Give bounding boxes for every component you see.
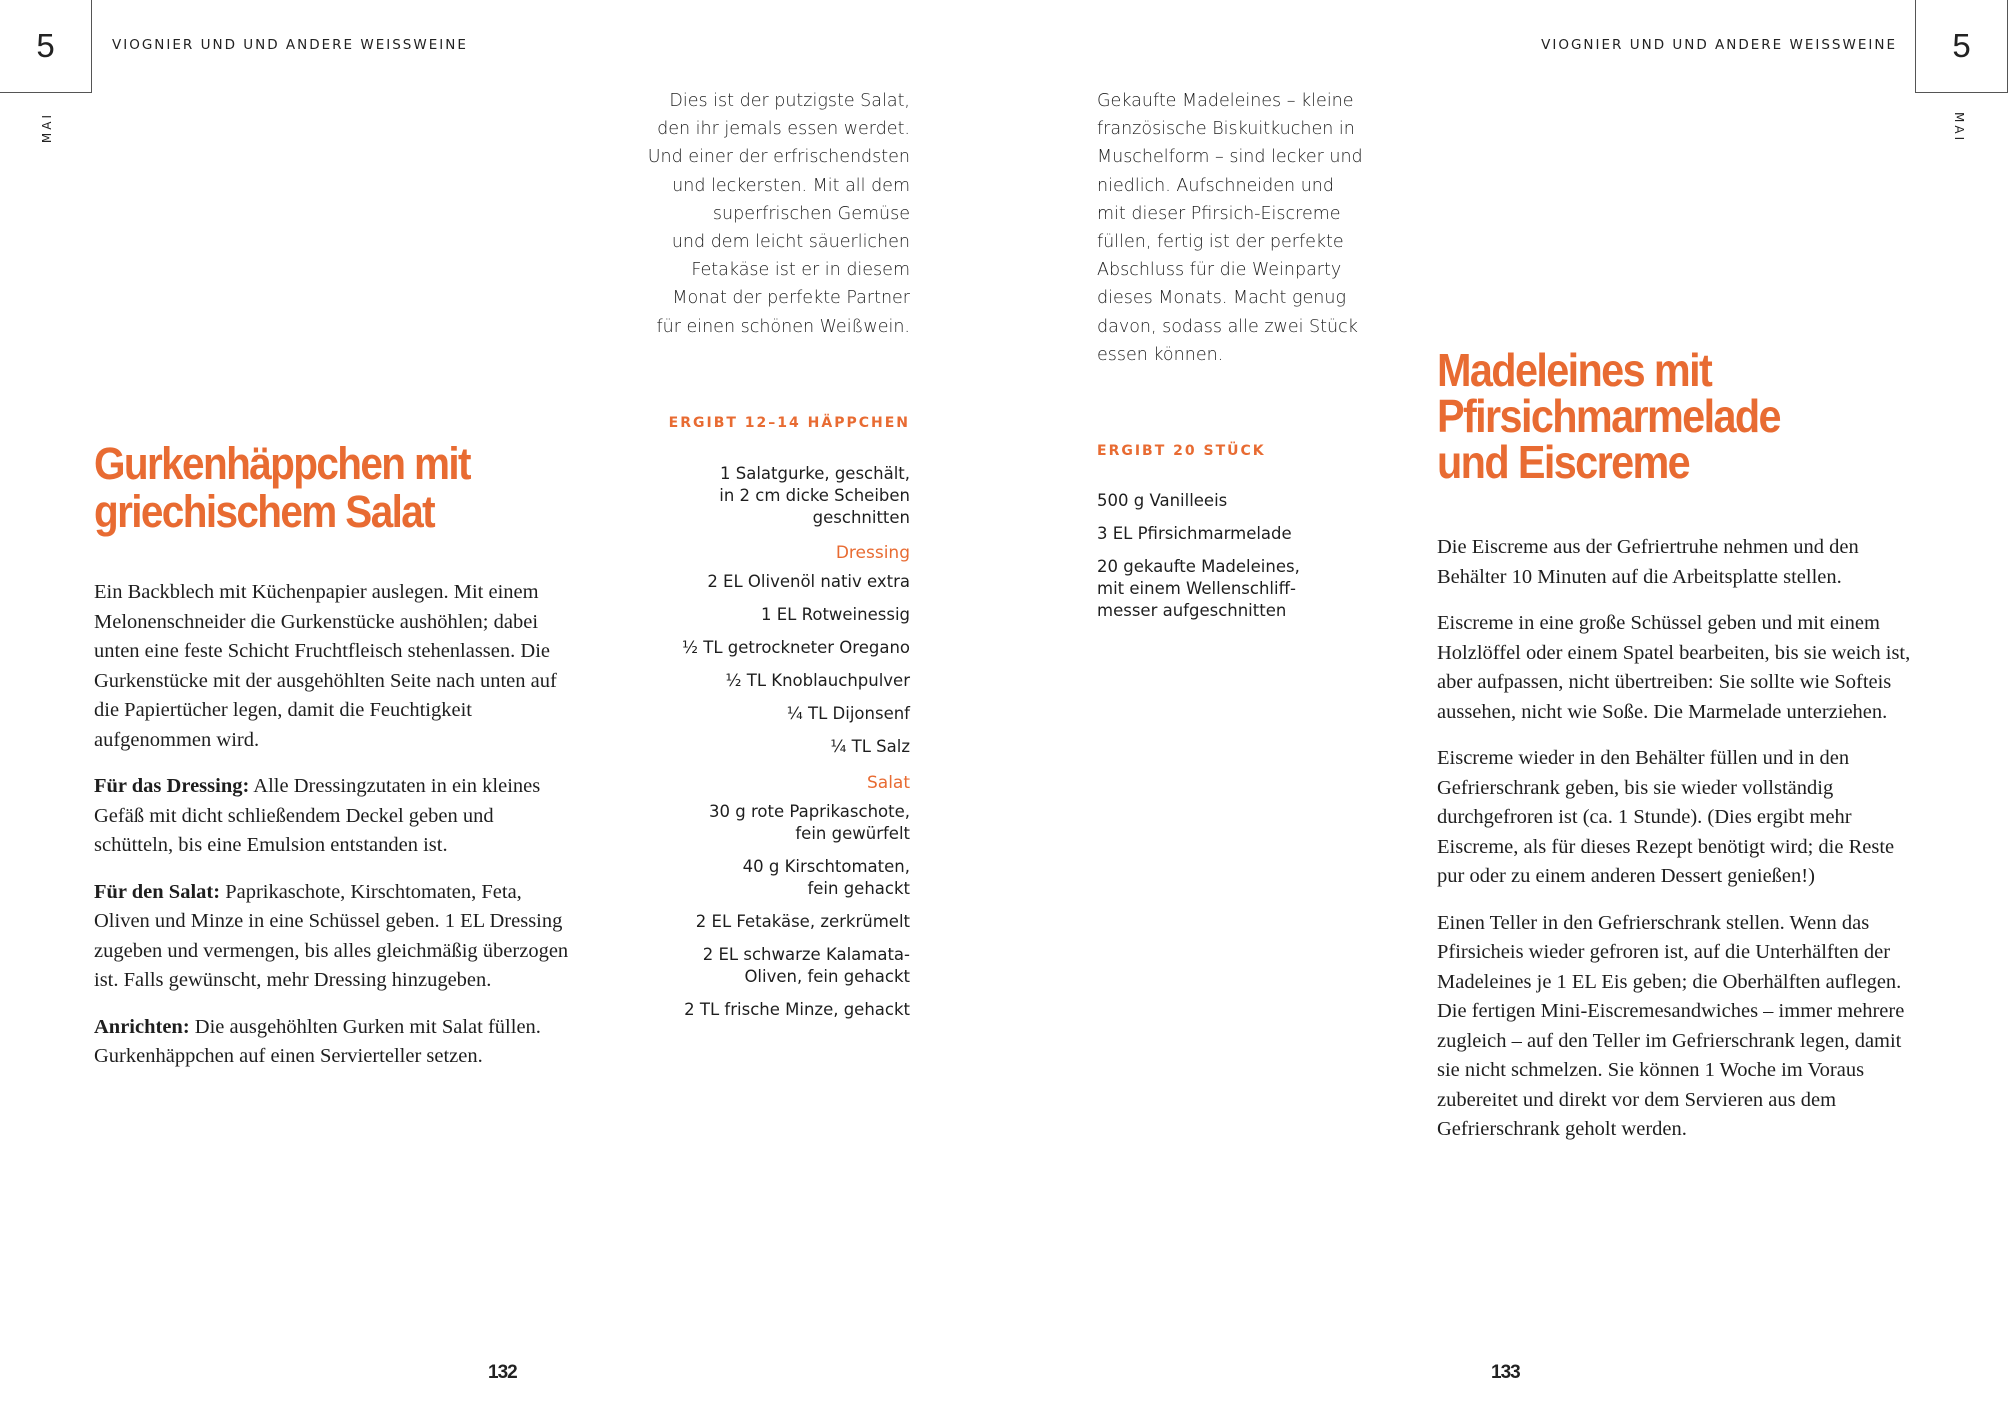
chapter-tab-right <box>1915 0 2008 93</box>
ingredient-item: 500 g Vanilleeis <box>1097 491 1228 510</box>
method-left-step2 <box>94 772 569 861</box>
ingredient-item: 20 gekaufte Madeleines, mit einem Wellenschliff- messer aufgeschnitten <box>1097 557 1300 620</box>
ingredient-heading-dressing: Dressing <box>835 543 910 563</box>
method-right-step4: Einen Teller in den Gefrierschrank stellen. Wenn das Pfirsicheis wieder gefroren ist, auf die Unterhälften der Madeleines je 1 EL Eis geben; die Oberhälften auflegen. Die fertigen Mini-Eiscremesandwiches – immer mehrere zugleich – auf den Teller im Gefrierschrank legen, damit sie nicht schmelzen. Sie können 1 Woche im Voraus zubereitet und direkt vor dem Servieren aus dem Gefrierschrank geholt werden. <box>1437 911 1905 1140</box>
ingredient-item: 3 EL Pfirsichmarmelade <box>1097 524 1292 543</box>
method-right-step1: Die Eiscreme aus der Gefriertruhe nehmen und den Behälter 10 Minuten auf die Arbeitsplatte stellen. <box>1437 536 1859 588</box>
running-head-left: VIOGNIER UND UND ANDERE WEISSWEINE <box>112 37 468 53</box>
yield-right: ERGIBT 20 STÜCK <box>1097 443 1266 459</box>
month-label-right: MAI <box>1952 112 1966 144</box>
ingredient-salad-item: 2 TL frische Minze, gehackt <box>684 1000 910 1019</box>
method-right-step2: Eiscreme in eine große Schüssel geben und mit einem Holzlöffel oder einem Spatel bearbeiten, bis sie weich ist, aber aufpassen, nicht übertreiben: Sie sollte wie Softeis aussehen, nicht wie Soße. Die Marmelade unterziehen. <box>1437 612 1911 723</box>
method-right <box>1437 533 1920 1162</box>
ingredient-dressing-item: ¼ TL Dijonsenf <box>786 704 910 723</box>
page-number-right: 133 <box>1491 1362 1520 1383</box>
ingredient-salad-item: 2 EL Fetakäse, zerkrümelt <box>695 912 910 931</box>
ingredients-left <box>590 463 910 1021</box>
yield-left: ERGIBT 12–14 HÄPPCHEN <box>668 415 910 431</box>
method-left-step3-label: Für den Salat: <box>94 880 221 903</box>
recipe-title-left <box>94 440 562 536</box>
ingredient-dressing-item: ¼ TL Salz <box>830 737 910 756</box>
method-right-step3: Eiscreme wieder in den Behälter füllen und in den Gefrierschrank geben, bis sie wieder vollständig durchgefroren ist (ca. 1 Stunde). (Dies ergibt mehr Eiscreme, als für dieses Rezept benötigt wird; die Reste pur oder zu einem anderen Dessert genießen!) <box>1437 747 1895 887</box>
chapter-tab-left <box>0 0 92 93</box>
method-left-step4 <box>94 1013 569 1072</box>
month-label-left: MAI <box>40 112 54 144</box>
method-left-step2-label: Für das Dressing: <box>94 775 250 797</box>
ingredients-right <box>1097 490 1377 622</box>
ingredient-dressing-item: 1 EL Rotweinessig <box>761 605 910 624</box>
recipe-title-right-line1: Madeleines mit <box>1437 344 1712 396</box>
chapter-number-right: 5 <box>1952 27 1971 64</box>
ingredient-heading-salad: Salat <box>866 773 910 793</box>
ingredient-dressing-item: ½ TL getrockneter Oregano <box>682 638 910 657</box>
method-left-step1: Ein Backblech mit Küchenpapier auslegen. Mit einem Melonenschneider die Gurkenstücke aushöhlen; dabei unten eine feste Schicht Fruchtfleisch stehenlassen. Die Gurkenstücke mit der ausgehöhlten Seite nach unten auf die Papiertücher legen, damit die Feuchtigkeit aufgenommen wird. <box>94 581 557 751</box>
recipe-title-right <box>1437 344 1941 488</box>
chapter-number-left: 5 <box>36 27 55 64</box>
recipe-title-left-line1: Gurkenhäppchen mit <box>94 438 470 489</box>
method-left-step3-text: Paprikaschote, Kirschtomaten, Feta, Oliven und Minze in eine Schüssel geben. 1 EL Dressing zugeben und vermengen, bis alles gleichmäßig überzogen ist. Falls gewünscht, mehr Dressing hinzugeben. <box>94 880 569 991</box>
ingredient-salad-item: 30 g rote Paprikaschote, fein gewürfelt <box>709 802 910 843</box>
method-left-step4-text: Die ausgehöhlten Gurken mit Salat füllen. Gurkenhäppchen auf einen Servierteller setzen. <box>94 1015 541 1067</box>
ingredient-dressing-item: 2 EL Olivenöl nativ extra <box>707 572 910 591</box>
intro-right: Gekaufte Madeleines – kleine französische Biskuitkuchen in Muschelform – sind lecker und niedlich. Aufschneiden und mit dieser Pfirsich-Eiscreme füllen, fertig ist der perfekte Abschluss für die Weinparty dieses Monats. Macht genug davon, sodass alle zwei Stück essen können. <box>1097 91 1363 365</box>
recipe-title-left-line2: griechischem Salat <box>94 486 435 537</box>
ingredient-salad-item: 40 g Kirschtomaten, fein gehackt <box>742 857 910 898</box>
method-left-step4-label: Anrichten: <box>94 1015 190 1038</box>
recipe-title-right-line3: und Eiscreme <box>1437 436 1690 488</box>
method-left-step2-text: Alle Dressingzutaten in ein kleines Gefäß mit dicht schließendem Deckel geben und schütteln, bis eine Emulsion entstanden ist. <box>94 775 541 856</box>
page-number-left: 132 <box>488 1362 517 1383</box>
ingredient-salad-item: 2 EL schwarze Kalamata- Oliven, fein gehackt <box>702 945 910 986</box>
recipe-title-right-line2: Pfirsichmarmelade <box>1437 390 1780 442</box>
ingredient-cucumber: 1 Salatgurke, geschält, in 2 cm dicke Scheiben geschnitten <box>719 464 910 527</box>
intro-left: Dies ist der putzigste Salat, den ihr jemals essen werdet. Und einer der erfrischendsten und leckersten. Mit all dem superfrischen Gemüse und dem leicht säuerlichen Fetakäse ist er in diesem Monat der perfekte Partner für einen schönen Weißwein. <box>647 91 910 337</box>
ingredient-dressing-item: ½ TL Knoblauchpulver <box>725 671 910 690</box>
method-left <box>94 578 569 1089</box>
running-head-right: VIOGNIER UND UND ANDERE WEISSWEINE <box>1541 37 1897 53</box>
method-left-step3 <box>94 878 569 996</box>
